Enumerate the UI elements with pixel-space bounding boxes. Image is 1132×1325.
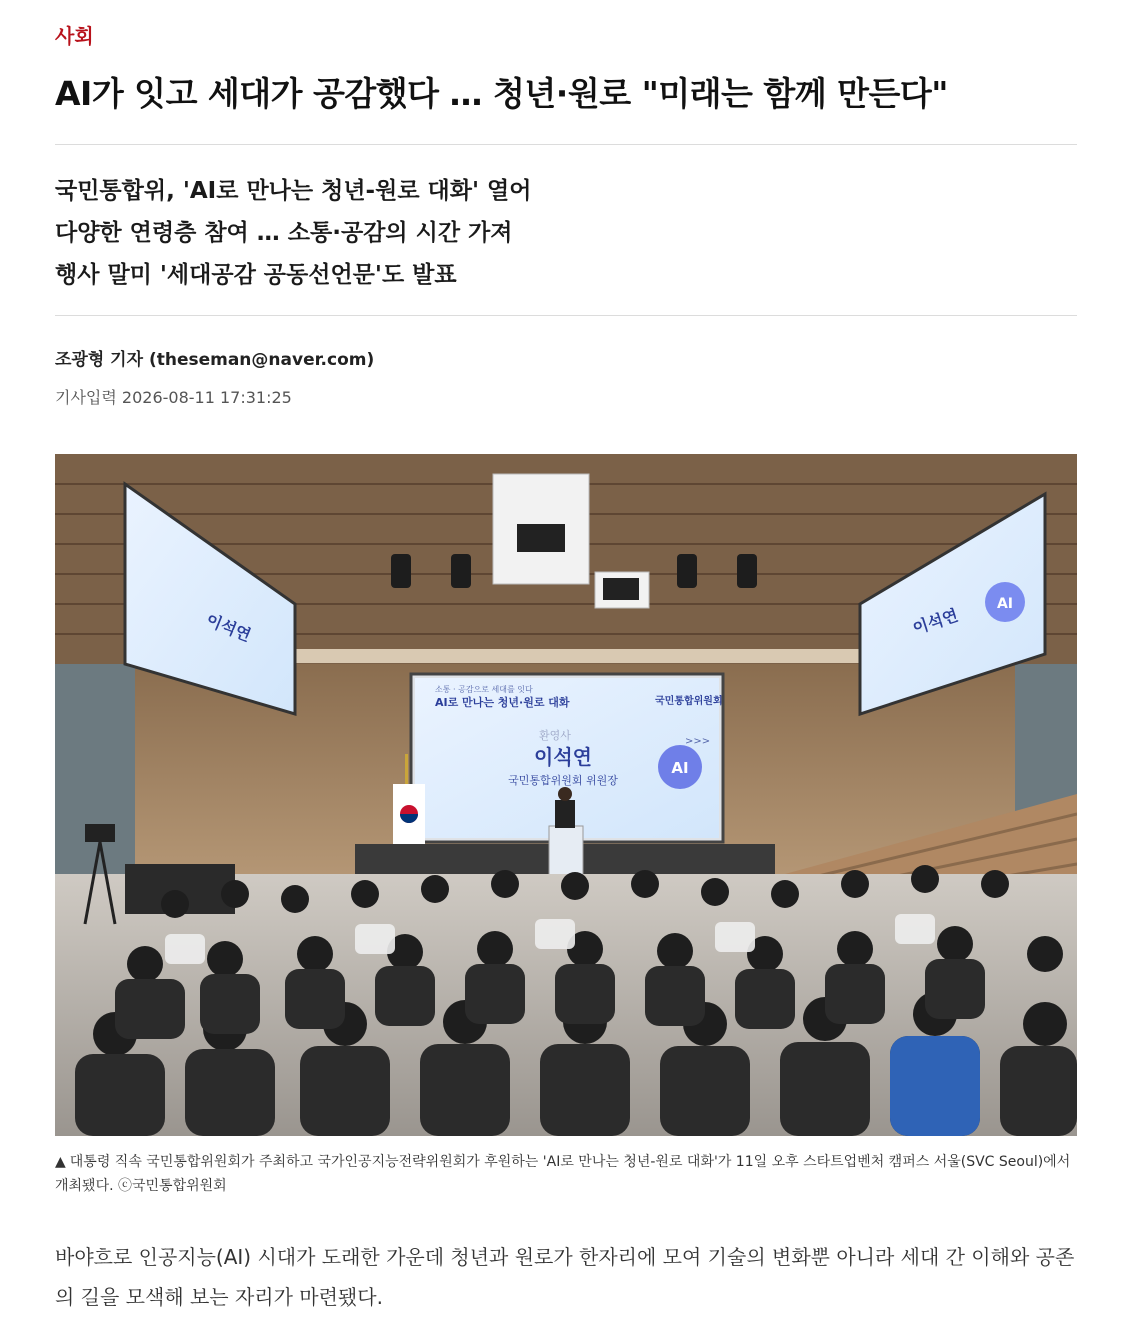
article-headline: AI가 잇고 세대가 공감했다 … 청년·원로 "미래는 함께 만든다": [55, 74, 948, 113]
screen-arrows: >>>: [685, 736, 711, 747]
screen-speaker: 이석연: [534, 745, 592, 769]
side-screen-ai-badge: AI: [996, 596, 1014, 612]
screen-banner: 소통 · 공감으로 세대를 잇다: [435, 685, 533, 694]
category-label[interactable]: 사회: [55, 24, 94, 48]
subheadings: [55, 170, 531, 296]
screen-org: 국민통합위원회: [655, 696, 723, 707]
screen-title: AI로 만나는 청년·원로 대화: [435, 696, 570, 709]
screen-section: 환영사: [539, 729, 571, 742]
subheading: 행사 말미 '세대공감 공동선언문'도 발표: [55, 262, 457, 288]
caption-text: 대통령 직속 국민통합위원회가 주최하고 국가인공지능전략위원회가 후원하는 'AI로 만나는 청년-원로 대화'가 11일 오후 스타트업벤처 캠퍼스 서울(SVC Seoul)에서 개최됐다. ⓒ국민통합위원회: [55, 1154, 1071, 1194]
published-date: 기사입력 2026-08-11 17:31:25: [55, 388, 292, 407]
subheading: 국민통합위, 'AI로 만나는 청년-원로 대화' 열어: [55, 178, 532, 204]
article-photo: [55, 454, 1077, 1136]
photo-caption: [55, 1150, 1077, 1198]
byline: 조광형 기자 (theseman@naver.com): [55, 350, 375, 370]
screen-role: 국민통합위원회 위원장: [508, 774, 618, 787]
side-screen-speaker: 이석연: [203, 610, 254, 646]
caption-marker: ▲: [55, 1154, 66, 1170]
subheading: 다양한 연령층 참여 … 소통·공감의 시간 가져: [55, 220, 513, 246]
divider: [55, 144, 1077, 145]
article-body: 바야흐로 인공지능(AI) 시대가 도래한 가운데 청년과 원로가 한자리에 모여 기술의 변화뿐 아니라 세대 간 이해와 공존의 길을 모색해 보는 자리가 마련됐다.: [55, 1245, 1075, 1309]
side-screen-speaker: 이석연: [910, 605, 961, 638]
divider: [55, 315, 1077, 316]
screen-ai-badge: AI: [671, 759, 689, 777]
